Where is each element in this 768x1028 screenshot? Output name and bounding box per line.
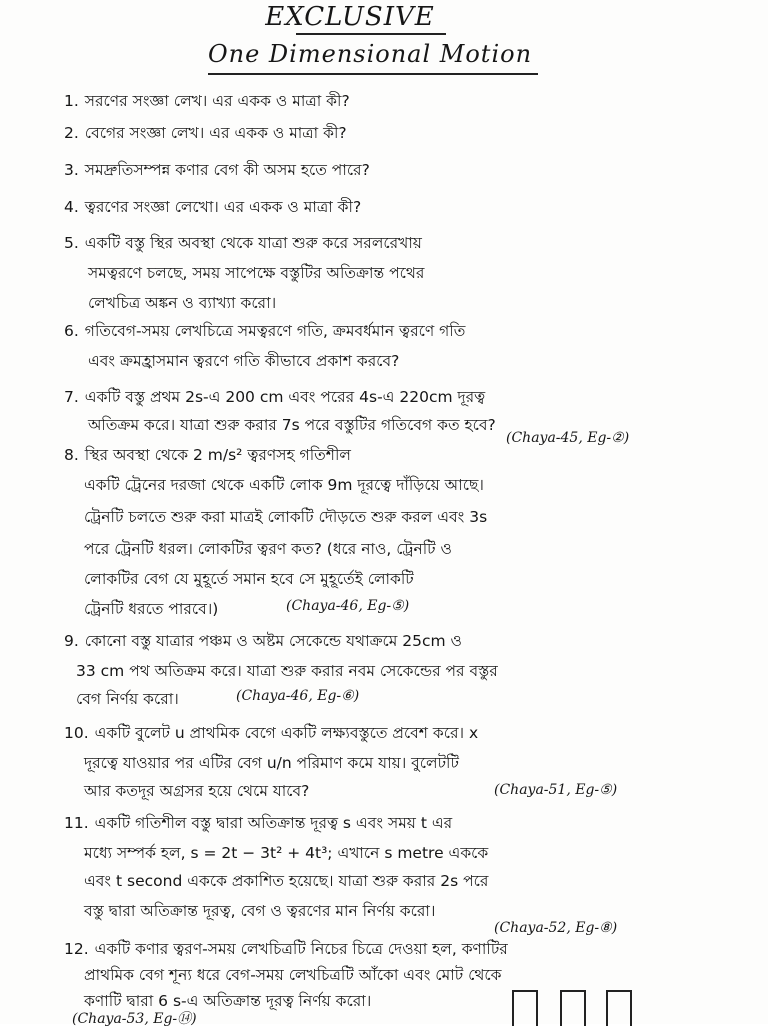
- question-1: [64, 86, 350, 116]
- question-6: [64, 316, 465, 346]
- question-8-line-6: ট্রেনটি ধরতে পারবে।): [84, 600, 219, 618]
- question-line: একটি বস্তু প্রথম 2s-এ 200 cm এবং পরের 4s-এ 220cm দূরত্ব: [84, 388, 486, 406]
- question-9-line-3: বেগ নির্ণয় করো।: [76, 690, 179, 708]
- question-number: 3.: [64, 161, 79, 179]
- question-line: একটি বস্তু স্থির অবস্থা থেকে যাত্রা শুরু করে সরলরেখায়: [84, 234, 422, 252]
- reference-q12: (Chaya-53, Eg-⑭): [72, 1011, 197, 1027]
- question-11-line-3: এবং t second এককে প্রকাশিত হয়েছে। যাত্রা শুরু করার 2s পরে: [84, 872, 489, 890]
- reference-q8-second: (Chaya-46, Eg-⑤): [286, 598, 410, 614]
- question-11-line-4: বস্তু দ্বারা অতিক্রান্ত দূরত্ব, বেগ ও ত্বরণের মান নির্ণয় করো।: [84, 902, 436, 920]
- question-8-line-4: পরে ট্রেনটি ধরল। লোকটির ত্বরণ কত? (ধরে নাও, ট্রেনটি ও: [84, 540, 452, 558]
- question-10-line-3: আর কতদূর অগ্রসর হয়ে থেমে যাবে?: [84, 782, 310, 800]
- question-line: বেগের সংজ্ঞা লেখ। এর একক ও মাত্রা কী?: [84, 124, 347, 142]
- graph-bar: [512, 990, 538, 1026]
- question-line: সরণের সংজ্ঞা লেখ। এর একক ও মাত্রা কী?: [84, 92, 350, 110]
- question-9-line-2: 33 cm পথ অতিক্রম করে। যাত্রা শুরু করার নবম সেকেন্ডের পর বস্তুর: [76, 662, 498, 680]
- question-10: [64, 718, 478, 748]
- question-line: স্থির অবস্থা থেকে 2 m/s² ত্বরণসহ গতিশীল: [84, 446, 351, 464]
- question-10-line-2: দূরত্বে যাওয়ার পর এটির বেগ u/n পরিমাণ কমে যায়। বুলেটটি: [84, 754, 459, 772]
- reference-q11: (Chaya-52, Eg-⑧): [494, 920, 618, 936]
- graph-bar: [560, 990, 586, 1026]
- subtitle-underline: [208, 73, 538, 75]
- question-line: একটি বুলেট u প্রাথমিক বেগে একটি লক্ষ্যবস্তুতে প্রবেশ করে। x: [94, 724, 479, 742]
- question-3: [64, 155, 370, 185]
- question-5: [64, 228, 422, 258]
- question-line: গতিবেগ-সময় লেখচিত্রে সমত্বরণে গতি, ক্রমবর্ধমান ত্বরণে গতি: [84, 322, 466, 340]
- question-number: 12.: [64, 940, 89, 958]
- question-11: [64, 808, 452, 838]
- question-5-line-2: সমত্বরণে চলছে, সময় সাপেক্ষে বস্তুটির অতিক্রান্ত পথের: [88, 264, 425, 282]
- page-subtitle: One Dimensional Motion: [207, 40, 533, 68]
- graph-bar: [606, 990, 632, 1026]
- question-line: কোনো বস্তু যাত্রার পঞ্চম ও অষ্টম সেকেন্ডে যথাক্রমে 25cm ও: [84, 632, 462, 650]
- question-6-line-2: এবং ক্রমহ্রাসমান ত্বরণে গতি কীভাবে প্রকাশ করবে?: [88, 352, 400, 370]
- question-line: একটি কণার ত্বরণ-সময় লেখচিত্রটি নিচের চিত্রে দেওয়া হল, কণাটির: [94, 940, 508, 958]
- question-12-line-2: প্রাথমিক বেগ শূন্য ধরে বেগ-সময় লেখচিত্রটি আঁকো এবং মোট থেকে: [84, 966, 502, 984]
- question-8-line-2: একটি ট্রেনের দরজা থেকে একটি লোক 9m দূরত্বে দাঁড়িয়ে আছে।: [84, 476, 484, 494]
- question-line: ত্বরণের সংজ্ঞা লেখো। এর একক ও মাত্রা কী?: [84, 198, 362, 216]
- question-9: [64, 626, 462, 656]
- question-8-line-3: ট্রেনটি চলতে শুরু করা মাত্রই লোকটি দৌড়তে শুরু করল এবং 3s: [84, 508, 488, 526]
- question-number: 6.: [64, 322, 79, 340]
- question-number: 7.: [64, 388, 79, 406]
- title-underline: [296, 33, 446, 35]
- question-number: 1.: [64, 92, 79, 110]
- question-number: 2.: [64, 124, 79, 142]
- question-4: [64, 192, 361, 222]
- question-number: 4.: [64, 198, 79, 216]
- question-line: সমদ্রুতিসম্পন্ন কণার বেগ কী অসম হতে পারে?: [84, 161, 370, 179]
- question-8: [64, 440, 351, 470]
- question-line: একটি গতিশীল বস্তু দ্বারা অতিক্রান্ত দূরত্ব s এবং সময় t এর: [94, 814, 453, 832]
- question-number: 9.: [64, 632, 79, 650]
- question-11-line-2: মধ্যে সম্পর্ক হল, s = 2t − 3t² + 4t³; এখানে s metre এককে: [84, 844, 489, 862]
- question-number: 10.: [64, 724, 89, 742]
- question-2: [64, 118, 347, 148]
- question-5-line-3: লেখচিত্র অঙ্কন ও ব্যাখ্যা করো।: [88, 294, 277, 312]
- page-title: EXCLUSIVE: [265, 2, 435, 32]
- question-7-line-2: অতিক্রম করে। যাত্রা শুরু করার 7s পরে বস্তুটির গতিবেগ কত হবে?: [88, 416, 496, 434]
- reference-q9: (Chaya-46, Eg-⑥): [236, 688, 360, 704]
- question-number: 11.: [64, 814, 89, 832]
- question-12-line-3: কণাটি দ্বারা 6 s-এ অতিক্রান্ত দূরত্ব নির্ণয় করো।: [84, 992, 372, 1010]
- question-number: 8.: [64, 446, 79, 464]
- question-7: [64, 382, 485, 412]
- question-number: 5.: [64, 234, 79, 252]
- reference-q8: (Chaya-45, Eg-②): [506, 430, 630, 446]
- reference-q10: (Chaya-51, Eg-⑤): [494, 782, 618, 798]
- question-8-line-5: লোকটির বেগ যে মুহূর্তে সমান হবে সে মুহূর্তেই লোকটি: [84, 570, 414, 588]
